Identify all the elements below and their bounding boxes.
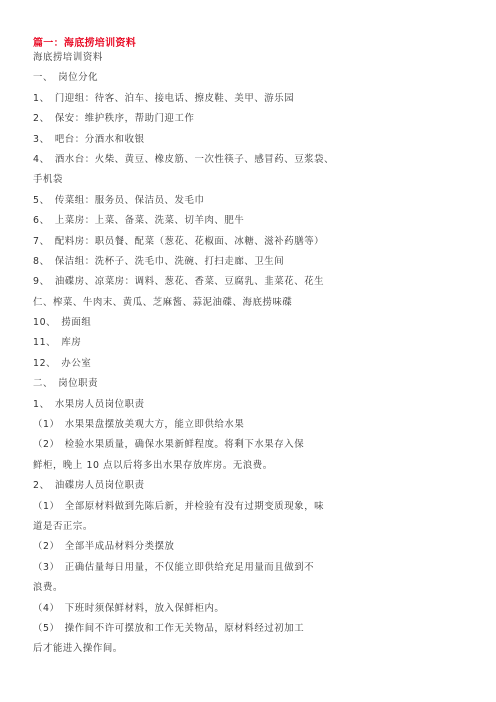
text-line: 11、 库房	[33, 337, 82, 349]
text-line: 1、 门迎组：待客、泊车、接电话、擦皮鞋、美甲、游乐园	[33, 92, 295, 104]
text-line: 1、 水果房人员岗位职责	[33, 398, 145, 410]
text-line: 2、 保安：维护秩序，帮助门迎工作	[33, 113, 195, 125]
text-line: 道是否正宗。	[33, 520, 93, 532]
document-title: 篇一：海底捞培训资料	[33, 38, 136, 49]
document-body	[33, 48, 473, 660]
text-line: 8、 保洁组：洗杯子、洗毛巾、洗碗、打扫走廊、卫生间	[33, 255, 285, 267]
text-line: （1） 全部原材料做到先陈后新，并检验有没有过期变质现象，味	[33, 500, 325, 512]
text-line: 4、 酒水台：火柴、黄豆、橡皮筋、一次性筷子、感冒药、豆浆袋、	[33, 153, 335, 165]
text-line: 12、 办公室	[33, 357, 92, 369]
text-line: （4） 下班时须保鲜材料，放入保鲜柜内。	[33, 602, 225, 614]
text-line: （5） 操作间不许可摆放和工作无关物品，原材料经过初加工	[33, 622, 305, 634]
text-line: 2、 油碟房人员岗位职责	[33, 480, 145, 492]
text-line: 7、 配料房：职员餐、配菜（葱花、花椒面、冰糖、滋补药膳等）	[33, 235, 325, 247]
text-line: 手机袋	[33, 174, 63, 186]
text-line: 10、 捞面组	[33, 317, 92, 329]
text-line: （1） 水果果盘摆放美观大方，能立即供给水果	[33, 419, 245, 431]
text-line: 浪费。	[33, 582, 63, 594]
text-line: 3、 吧台：分酒水和收银	[33, 133, 145, 145]
text-line: 鲜柜，晚上 10 点以后将多出水果存放库房。无浪费。	[33, 459, 273, 471]
text-line: （2） 检验水果质量，确保水果新鲜程度。将剩下水果存入保	[33, 439, 305, 451]
text-line: 6、 上菜房：上菜、备菜、洗菜、切羊肉、肥牛	[33, 215, 245, 227]
text-line: 二、 岗位职责	[33, 378, 99, 390]
text-line: 一、 岗位分化	[33, 72, 99, 84]
text-line: 后才能进入操作间。	[33, 643, 123, 655]
text-line: 仁、榨菜、牛肉末、黄瓜、芝麻酱、蒜泥油碟、海底捞味碟	[33, 296, 293, 308]
text-line: 9、 油碟房、凉菜房：调料、葱花、香菜、豆腐乳、韭菜花、花生	[33, 276, 325, 288]
text-line: 5、 传菜组：服务员、保洁员、发毛巾	[33, 194, 205, 206]
text-line: （2） 全部半成品材料分类摆放	[33, 541, 175, 553]
text-line: 海底捞培训资料	[33, 52, 103, 63]
text-line: （3） 正确估量每日用量，不仅能立即供给充足用量而且做到不	[33, 561, 315, 573]
